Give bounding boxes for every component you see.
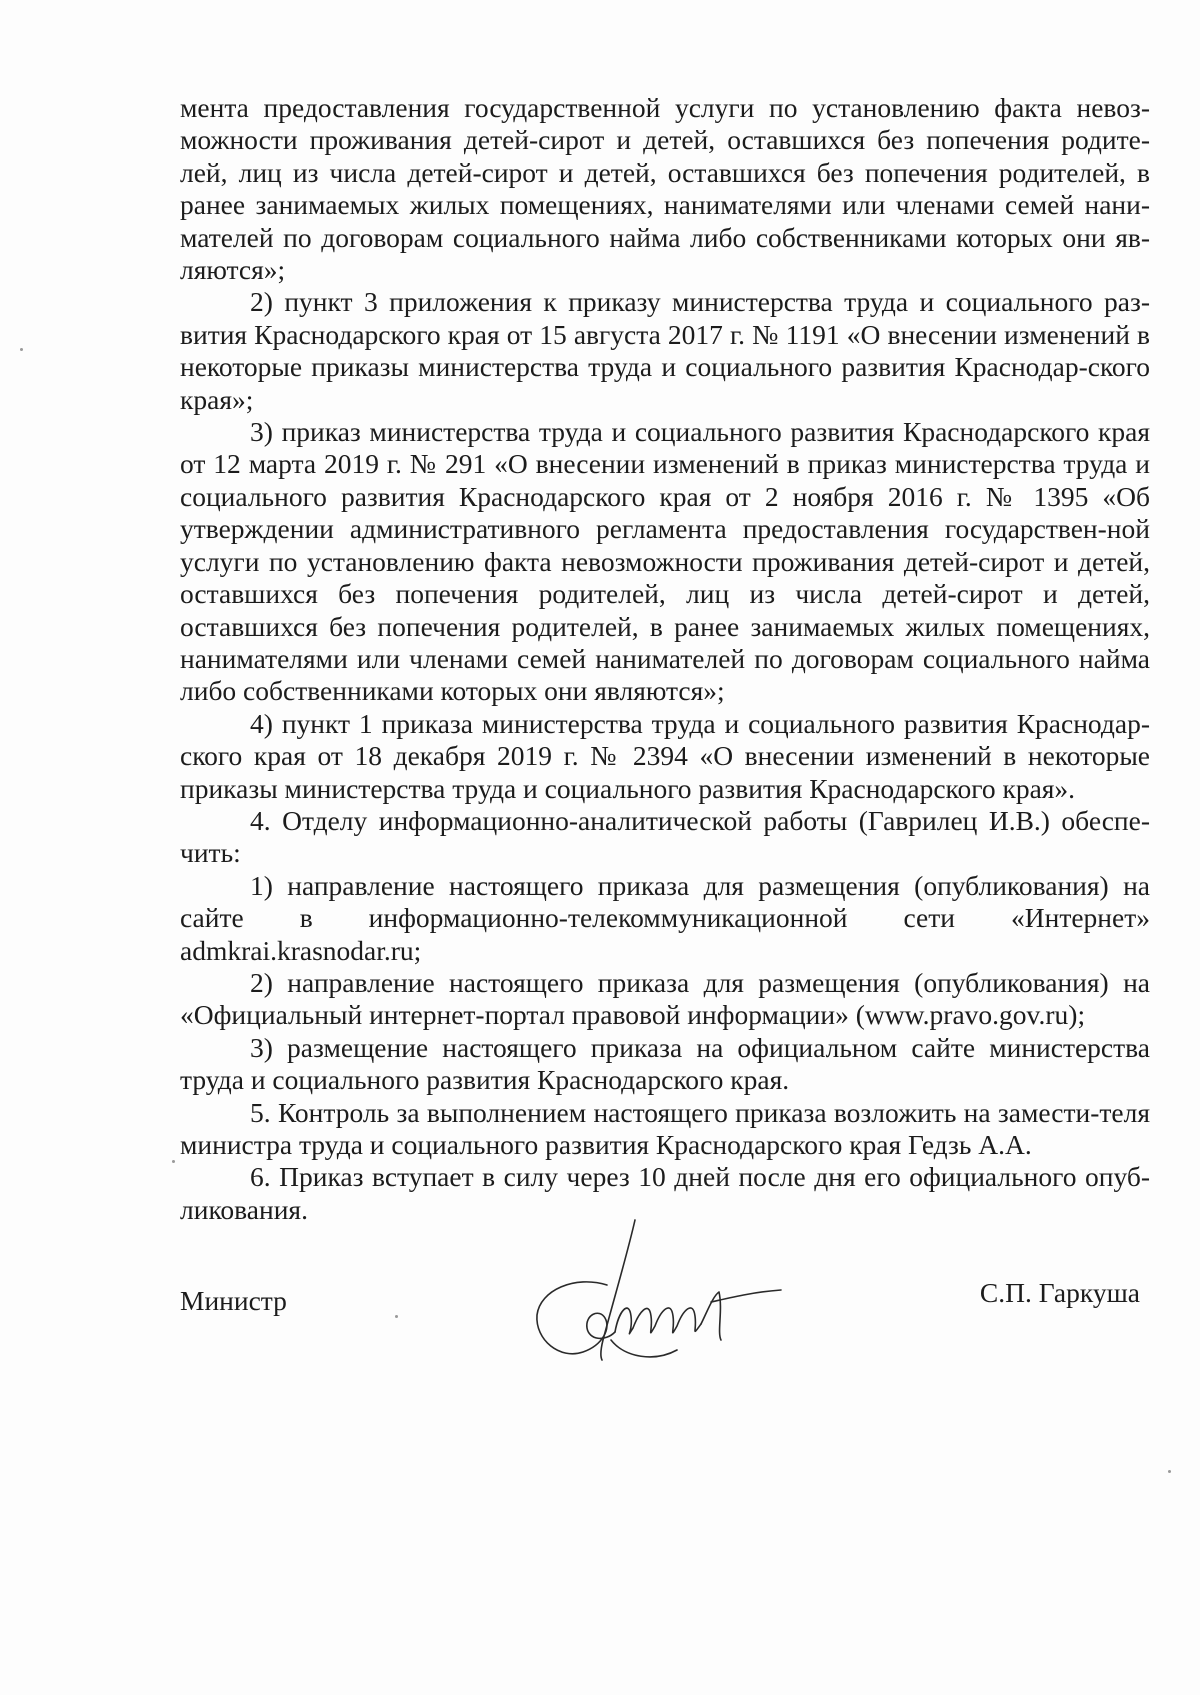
paragraph-item-4: 4) пункт 1 приказа министерства труда и социального развития Краснодар-ского края от 18 декабря 2019 г. № 2394 «О внесении изменений в некоторые приказы министерства труда и социального развития Краснодарского края». xyxy=(180,707,1150,804)
paragraph-item-2: 2) пункт 3 приложения к приказу министерства труда и социального раз-вития Краснодарского края от 15 августа 2017 г. № 1191 «О внесении изменений в некоторые приказы министерства труда и социального развития Краснодар-ского края»; xyxy=(180,286,1150,415)
signatory-title: Министр xyxy=(180,1285,287,1316)
paragraph-subitem-1: 1) направление настоящего приказа для размещения (опубликования) на сайте в информационно-телекоммуникационной сети «Интернет» admkrai.krasnodar.ru; xyxy=(180,869,1150,966)
scan-speck xyxy=(20,348,23,351)
scan-speck xyxy=(395,1315,398,1318)
paragraph-section-6: 6. Приказ вступает в силу через 10 дней после дня его официального опуб-ликования. xyxy=(180,1161,1150,1225)
scan-speck xyxy=(172,1160,175,1163)
paragraph-continuation: мента предоставления государственной услуги по установлению факта невоз-можности проживания детей-сирот и детей, оставшихся без попечения родите-лей, лиц из числа детей-сирот и детей, оставшихся без попечения родителей, в ранее занимаемых жилых помещениях, нанимателями или членами семей нани-мателей по договорам социального найма либо собственниками которых они яв-ляются»; xyxy=(180,92,1150,286)
paragraph-section-4: 4. Отделу информационно-аналитической работы (Гаврилец И.В.) обеспе-чить: xyxy=(180,804,1150,869)
paragraph-item-3: 3) приказ министерства труда и социального развития Краснодарского края от 12 марта 2019 г. № 291 «О внесении изменений в приказ министерства труда и социального развития Краснодарского края от 2 ноября 2016 г. № 1395 «Об утверждении административного регламента предоставления государствен-ной услуги по установлению факта невозможности проживания детей-сирот и детей, оставшихся без попечения родителей, лиц из числа детей-сирот и детей, оставшихся без попечения родителей, в ранее занимаемых жилых помещениях, нанимателями или членами семей нанимателей по договорам социального найма либо собственниками которых они являются»; xyxy=(180,416,1150,707)
document-body xyxy=(180,92,1150,1226)
handwritten-signature xyxy=(515,1200,795,1370)
signatory-name: С.П. Гаркуша xyxy=(979,1277,1140,1308)
scan-speck xyxy=(1168,1470,1171,1473)
paragraph-subitem-3: 3) размещение настоящего приказа на официальном сайте министерства труда и социального развития Краснодарского края. xyxy=(180,1031,1150,1096)
paragraph-subitem-2: 2) направление настоящего приказа для размещения (опубликования) на «Официальный интернет-портал правовой информации» (www.pravo.gov.ru); xyxy=(180,966,1150,1031)
paragraph-section-5: 5. Контроль за выполнением настоящего приказа возложить на замести-теля министра труда и социального развития Краснодарского края Гедзь А.А. xyxy=(180,1096,1150,1160)
